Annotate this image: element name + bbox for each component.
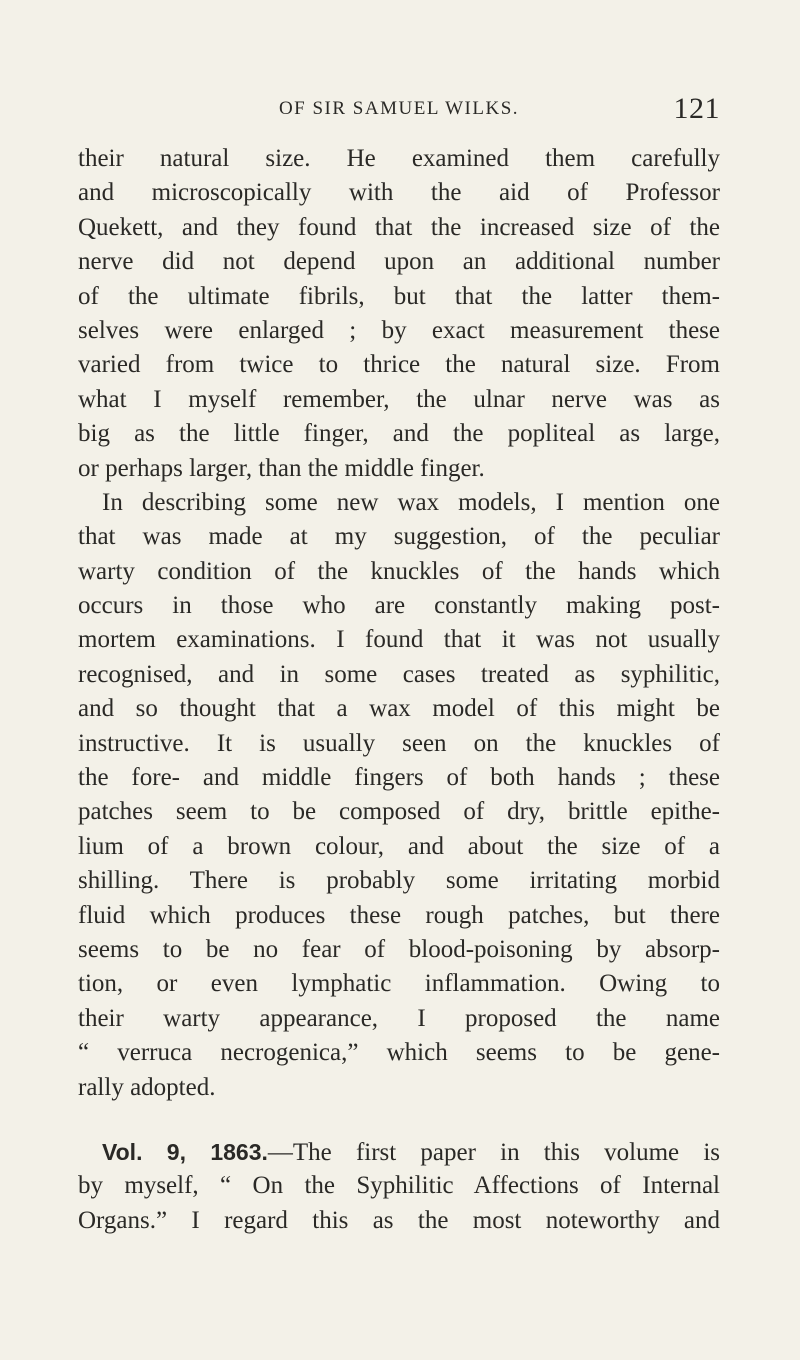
text-line: nerve did not depend upon an additional number — [78, 248, 720, 276]
text-line: the fore- and middle fingers of both hands ; these — [78, 764, 720, 792]
text-line: lium of a brown colour, and about the size of a — [78, 832, 720, 860]
section-gap — [78, 1105, 720, 1135]
text-line: varied from twice to thrice the natural size. From — [78, 351, 720, 379]
text-line: “ verruca necrogenica,” which seems to be gene- — [78, 1039, 720, 1067]
paragraph-continued — [78, 142, 720, 486]
text-line: warty condition of the knuckles of the hands which — [78, 557, 720, 585]
body-text — [78, 142, 720, 1238]
text-line: In describing some new wax models, I mention one — [102, 488, 720, 516]
text-line: by myself, “ On the Syphilitic Affections of Internal — [78, 1172, 720, 1200]
text-line: their natural size. He examined them carefully — [78, 145, 720, 172]
page-number: 121 — [673, 92, 720, 125]
running-title: OF SIR SAMUEL WILKS. — [278, 98, 520, 119]
text-line: fluid which produces these rough patches, but there — [78, 901, 720, 929]
text-line — [78, 1135, 720, 1169]
text-line: big as the little finger, and the popliteal as large, — [78, 420, 720, 448]
text-line: Organs.” I regard this as the most noteworthy and — [78, 1206, 720, 1234]
text-line: recognised, and in some cases treated as syphilitic, — [78, 660, 720, 688]
text-line: instructive. It is usually seen on the knuckles of — [78, 729, 720, 757]
text-line: that was made at my suggestion, of the peculiar — [78, 523, 720, 551]
text-line: selves were enlarged ; by exact measurement these — [78, 316, 720, 344]
text-line: and so thought that a wax model of this might be — [78, 695, 720, 723]
text-line: their warty appearance, I proposed the name — [78, 1004, 720, 1032]
text-line: tion, or even lymphatic inflammation. Owing to — [78, 970, 720, 998]
text-line: Quekett, and they found that the increased size of the — [78, 213, 720, 241]
paragraph-vol-9 — [78, 1135, 720, 1238]
text-line: shilling. There is probably some irritating morbid — [78, 867, 720, 895]
text-line: what I myself remember, the ulnar nerve was as — [78, 385, 720, 413]
text-line: patches seem to be composed of dry, brittle epithe- — [78, 798, 720, 826]
text-line: rally adopted. — [78, 1073, 216, 1101]
text-line: and microscopically with the aid of Professor — [78, 179, 720, 207]
text-line: of the ultimate fibrils, but that the latter them- — [78, 282, 720, 310]
text-run: —The first paper in this volume is — [267, 1138, 720, 1166]
paragraph-wax-models — [78, 486, 720, 1105]
text-line: mortem examinations. I found that it was not usually — [78, 626, 720, 654]
text-line: seems to be no fear of blood-poisoning by absorp- — [78, 935, 720, 963]
text-line: occurs in those who are constantly making post- — [78, 592, 720, 620]
running-head — [78, 92, 720, 124]
text-line: or perhaps larger, than the middle finger. — [78, 454, 485, 482]
volume-label: Vol. 9, 1863. — [102, 1138, 268, 1165]
